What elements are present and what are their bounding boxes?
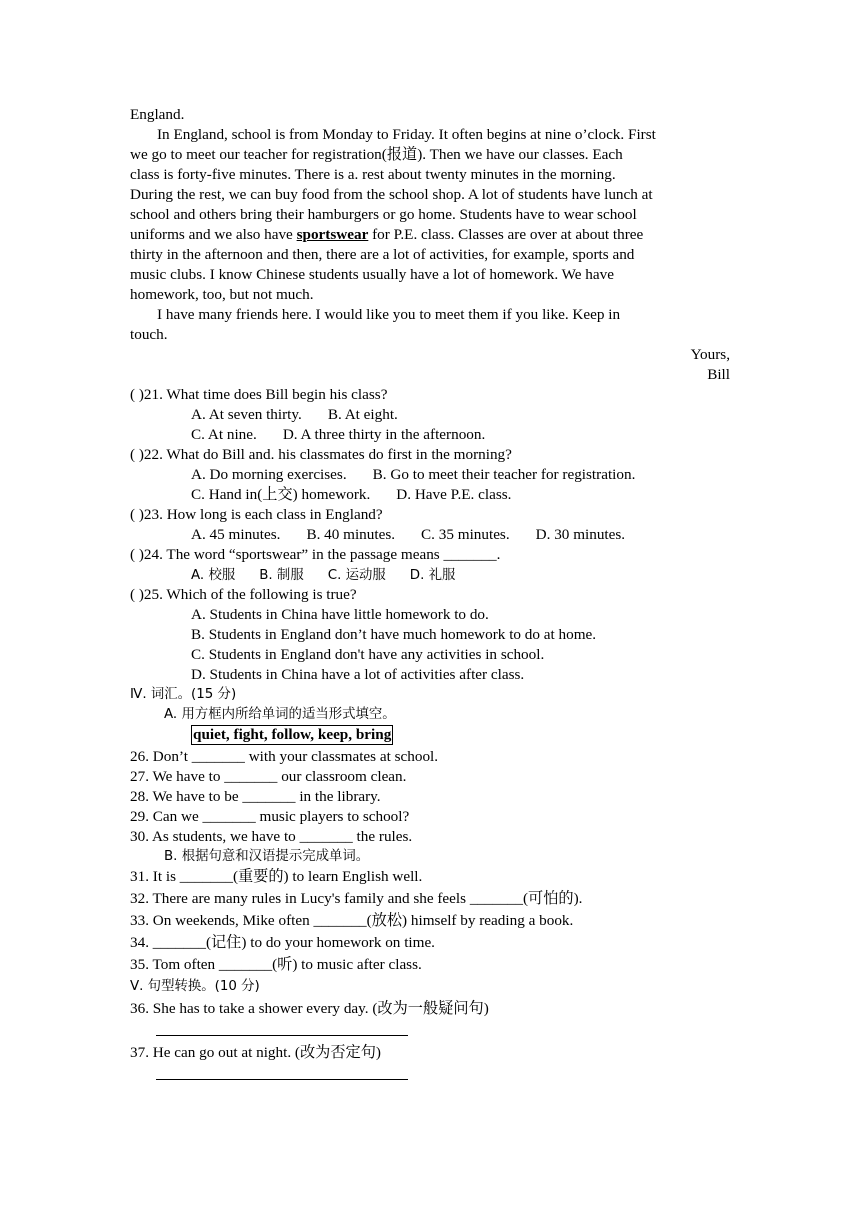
option-b[interactable]: B. 40 minutes.	[306, 526, 396, 543]
fill-item: 26. Don’t _______ with your classmates at school.	[130, 748, 439, 765]
option-c[interactable]: C. 运动服	[327, 568, 386, 583]
option-d[interactable]: D. Have P.E. class.	[396, 486, 512, 503]
passage-line: In England, school is from Monday to Friday. It often begins at nine o’clock. First	[157, 126, 656, 143]
question-22	[130, 445, 730, 505]
passage-line: homework, too, but not much.	[130, 286, 314, 303]
option-a[interactable]: A. Students in China have little homework to do.	[191, 606, 489, 623]
option-b[interactable]: B. Go to meet their teacher for registration.	[372, 466, 636, 483]
question-23	[130, 505, 730, 545]
letter-signature: Bill	[707, 366, 730, 383]
option-c[interactable]: C. Students in England don't have any activities in school.	[191, 646, 545, 663]
option-b[interactable]: B. At eight.	[327, 406, 398, 423]
fill-item: 27. We have to _______ our classroom clean.	[130, 768, 407, 785]
question-21	[130, 385, 730, 445]
answer-line[interactable]	[156, 1065, 408, 1080]
fill-item: 33. On weekends, Mike often _______(放松) himself by reading a book.	[130, 912, 574, 929]
question-stem: ( )24. The word “sportswear” in the passage means _______.	[130, 546, 501, 563]
question-stem: ( )22. What do Bill and. his classmates do first in the morning?	[130, 446, 512, 463]
passage-line: music clubs. I know Chinese students usually have a lot of homework. We have	[130, 266, 614, 283]
passage-line	[130, 225, 730, 245]
section-title: Ⅳ. 词汇。(15 分)	[130, 687, 237, 702]
section-title: Ⅴ. 句型转换。(10 分)	[130, 979, 260, 994]
option-b[interactable]: B. 制服	[259, 568, 304, 583]
word-box-row	[130, 725, 730, 747]
passage-line: I have many friends here. I would like you to meet them if you like. Keep in	[157, 306, 621, 323]
options-row	[130, 425, 730, 445]
answer-line-row	[130, 1065, 730, 1087]
option-d[interactable]: D. 30 minutes.	[535, 526, 626, 543]
fill-item: 32. There are many rules in Lucy's family and she feels _______(可怕的).	[130, 890, 583, 907]
option-d[interactable]: D. Students in China have a lot of activities after class.	[191, 666, 525, 683]
question-24	[130, 545, 730, 585]
letter-closing: Yours,	[690, 346, 730, 363]
options-row	[130, 405, 730, 425]
options-row	[130, 525, 730, 545]
fill-item: 28. We have to be _______ in the library.	[130, 788, 381, 805]
passage-line: we go to meet our teacher for registration(报道). Then we have our classes. Each	[130, 146, 623, 163]
passage-line: touch.	[130, 326, 168, 343]
fill-item: 35. Tom often _______(听) to music after class.	[130, 956, 422, 973]
fill-item: 29. Can we _______ music players to school?	[130, 808, 410, 825]
option-c[interactable]: C. Hand in(上交) homework.	[191, 486, 371, 503]
option-a[interactable]: A. 45 minutes.	[191, 526, 281, 543]
answer-line-row	[130, 1021, 730, 1043]
question-25	[130, 585, 730, 685]
question-stem: ( )21. What time does Bill begin his class?	[130, 386, 388, 403]
passage-line: thirty in the afternoon and then, there are a lot of activities, for example, sports and	[130, 246, 635, 263]
keyword-sportswear: sportswear	[296, 226, 369, 243]
option-c[interactable]: C. 35 minutes.	[421, 526, 510, 543]
option-b[interactable]: B. Students in England don’t have much homework to do at home.	[191, 626, 597, 643]
fill-item: 31. It is _______(重要的) to learn English well.	[130, 868, 423, 885]
answer-line[interactable]	[156, 1021, 408, 1036]
section-vocabulary	[130, 685, 730, 977]
part-b-instruction: B. 根据句意和汉语提示完成单词。	[164, 849, 370, 864]
option-c[interactable]: C. At nine.	[191, 426, 257, 443]
options-row	[130, 485, 730, 505]
transform-item: 37. He can go out at night. (改为否定句)	[130, 1044, 381, 1061]
part-a-instruction: A. 用方框内所给单词的适当形式填空。	[164, 707, 396, 722]
fill-item: 30. As students, we have to _______ the rules.	[130, 828, 413, 845]
passage-text: uniforms and we also have	[130, 226, 297, 243]
option-d[interactable]: D. A three thirty in the afternoon.	[282, 426, 486, 443]
option-a[interactable]: A. 校服	[191, 568, 236, 583]
section-sentence-transform	[130, 977, 730, 1087]
passage-text: for P.E. class. Classes are over at about three	[368, 226, 644, 243]
option-a[interactable]: A. At seven thirty.	[191, 406, 302, 423]
worksheet-page	[130, 105, 730, 1087]
passage-line: school and others bring their hamburgers or go home. Students have to wear school	[130, 206, 637, 223]
options-row	[130, 565, 730, 585]
passage-line: During the rest, we can buy food from the school shop. A lot of students have lunch at	[130, 186, 653, 203]
passage-line: class is forty-five minutes. There is a. rest about twenty minutes in the morning.	[130, 166, 616, 183]
question-stem: ( )23. How long is each class in England?	[130, 506, 383, 523]
passage-line: England.	[130, 106, 185, 123]
option-a[interactable]: A. Do morning exercises.	[191, 466, 347, 483]
fill-item: 34. _______(记住) to do your homework on time.	[130, 934, 435, 951]
transform-item: 36. She has to take a shower every day. (改为一般疑问句)	[130, 1000, 489, 1017]
word-box: quiet, fight, follow, keep, bring	[193, 726, 392, 743]
reading-passage	[130, 105, 730, 385]
options-row	[130, 465, 730, 485]
option-d[interactable]: D. 礼服	[409, 568, 456, 583]
question-stem: ( )25. Which of the following is true?	[130, 586, 357, 603]
